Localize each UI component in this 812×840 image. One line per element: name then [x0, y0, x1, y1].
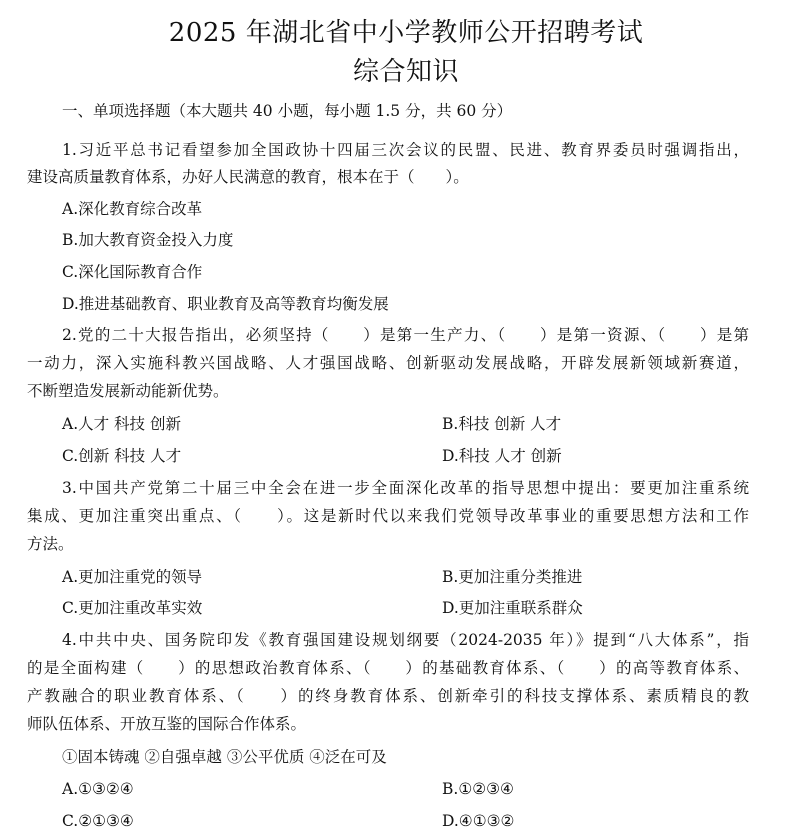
question-4-line-2: 的是全面构建（ ）的思想政治教育体系、（ ）的基础教育体系、（ ）的高等教育体系、 — [27, 659, 749, 677]
question-4-line-4: 师队伍体系、开放互鉴的国际合作体系。 — [27, 715, 307, 733]
question-2-option-c: C.创新 科技 人才 — [62, 447, 182, 465]
question-1-line-1: 1.习近平总书记看望参加全国政协十四届三次会议的民盟、民进、教育界委员时强调指出， — [62, 141, 749, 159]
question-2-line-2: 一动力，深入实施科教兴国战略、人才强国战略、创新驱动发展战略，开辟发展新领域新赛道， — [27, 354, 749, 372]
question-2-option-b: B.科技 创新 人才 — [442, 415, 562, 433]
question-1-option-a: A.深化教育综合改革 — [62, 200, 203, 218]
section-heading: 一、单项选择题（本大题共 40 小题，每小题 1.5 分，共 60 分） — [62, 102, 513, 120]
question-4-option-d: D.④①③② — [442, 812, 515, 830]
exam-subtitle: 综合知识 — [352, 57, 459, 87]
question-4-line-1: 4.中共中央、国务院印发《教育强国建设规划纲要（2024-2035 年）》提到“八大体系”，指 — [62, 631, 749, 649]
question-3-line-2: 集成、更加注重突出重点、（ ）。这是新时代以来我们党领导改革事业的重要思想方法和工作 — [27, 507, 749, 525]
exam-title: 2025 年湖北省中小学教师公开招聘考试 — [168, 18, 644, 48]
question-1-option-c: C.深化国际教育合作 — [62, 263, 203, 281]
question-1-option-d: D.推进基础教育、职业教育及高等教育均衡发展 — [62, 295, 389, 313]
question-1-line-2: 建设高质量教育体系，办好人民满意的教育，根本在于（ ）。 — [27, 168, 469, 186]
question-4-line-3: 产教融合的职业教育体系、（ ）的终身教育体系、创新牵引的科技支撑体系、素质精良的教 — [27, 687, 749, 705]
question-3-option-b: B.更加注重分类推进 — [442, 568, 583, 586]
question-3-line-3: 方法。 — [27, 535, 74, 553]
question-3-line-1: 3.中国共产党第二十届三中全会在进一步全面深化改革的指导思想中提出：要更加注重系统 — [62, 479, 749, 497]
question-2-option-d: D.科技 人才 创新 — [442, 447, 562, 465]
question-3-option-d: D.更加注重联系群众 — [442, 599, 583, 617]
question-3-option-a: A.更加注重党的领导 — [62, 568, 203, 586]
question-3-option-c: C.更加注重改革实效 — [62, 599, 203, 617]
question-1-option-b: B.加大教育资金投入力度 — [62, 231, 234, 249]
question-2-option-a: A.人才 科技 创新 — [62, 415, 181, 433]
question-2-line-3: 不断塑造发展新动能新优势。 — [27, 382, 229, 400]
question-4-items: ①固本铸魂 ②自强卓越 ③公平优质 ④泛在可及 — [62, 748, 387, 766]
question-4-option-b: B.①②③④ — [442, 780, 514, 798]
question-4-option-a: A.①③②④ — [62, 780, 134, 798]
question-4-option-c: C.②①③④ — [62, 812, 134, 830]
question-2-line-1: 2.党的二十大报告指出，必须坚持（ ）是第一生产力、（ ）是第一资源、（ ）是第 — [62, 326, 749, 344]
